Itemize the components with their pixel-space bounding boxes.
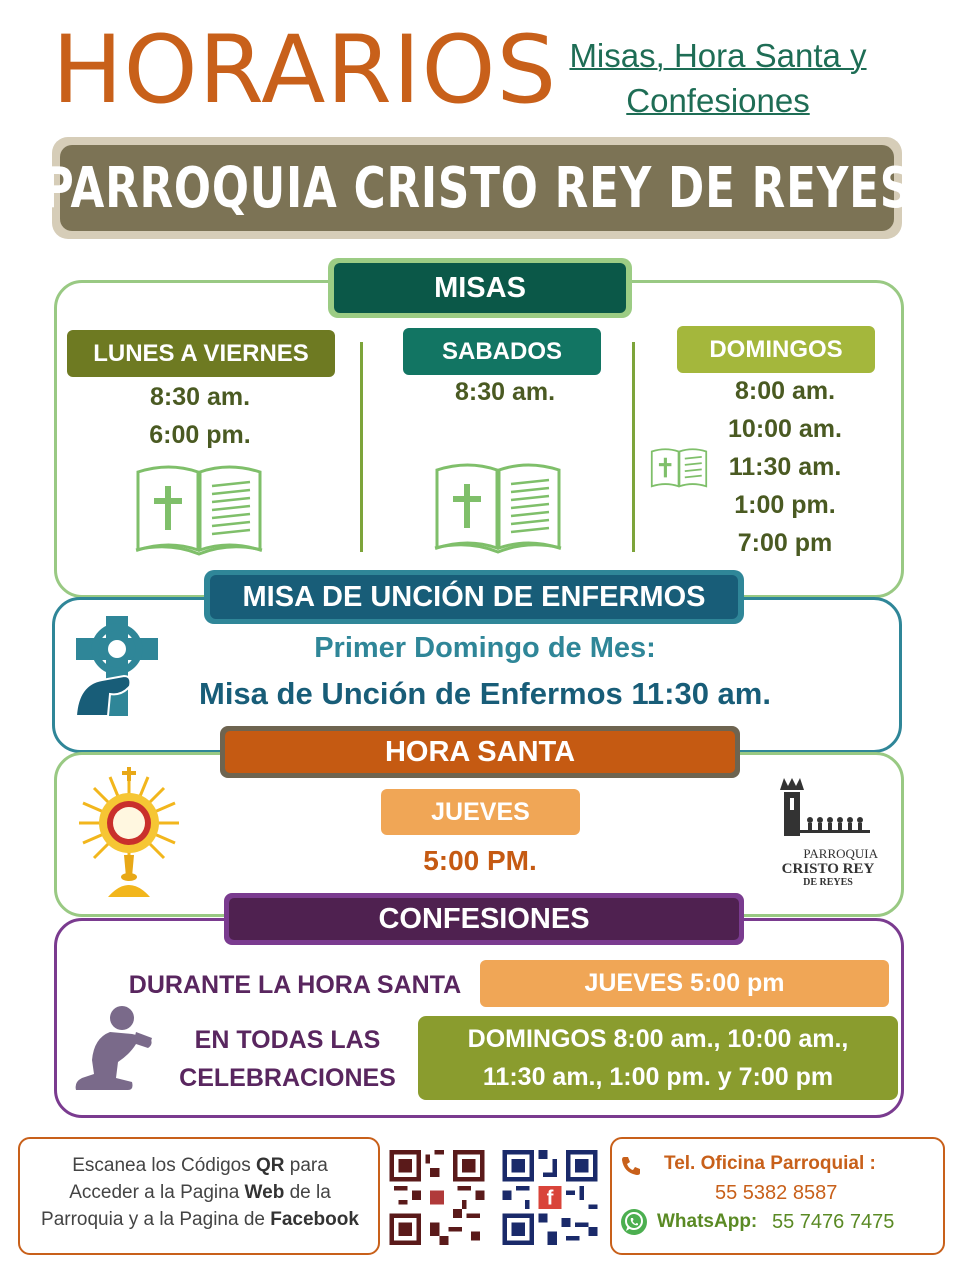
bible-icon: [650, 446, 708, 490]
uncion-line2: Misa de Unción de Enfermos 11:30 am.: [199, 676, 771, 711]
weekday-times: [100, 378, 300, 454]
whatsapp-icon: [620, 1208, 648, 1236]
qr-instructions: [22, 1152, 378, 1233]
hora-santa-time: 5:00 PM.: [423, 845, 537, 876]
time-item: 8:30 am.: [149, 383, 251, 411]
phone-icon: [620, 1155, 642, 1177]
time-item: 10:00 am.: [728, 415, 842, 443]
parish-logo: [778, 776, 878, 886]
praying-person-icon: [72, 1004, 162, 1096]
saturday-times: [405, 373, 605, 411]
hora-santa-day: JUEVES: [381, 789, 580, 835]
facebook-icon: f: [546, 1187, 554, 1210]
qr-text-bold: Facebook: [270, 1209, 359, 1230]
confesiones-row1-label: DURANTE LA HORA SANTA: [128, 971, 462, 999]
confesiones-row2-value: [418, 1016, 898, 1100]
row2-value-line1: DOMINGOS 8:00 am., 10:00 am.,: [467, 1025, 849, 1053]
day-saturday: SABADOS: [403, 328, 601, 375]
row2-label-line2: CELEBRACIONES: [179, 1064, 396, 1092]
celtic-cross-icon: [74, 614, 160, 720]
time-item: 8:00 am.: [734, 377, 836, 405]
hora-santa-heading: HORA SANTA: [225, 731, 735, 773]
crown-tower-icon: [778, 776, 878, 842]
confesiones-heading: CONFESIONES: [229, 898, 739, 940]
page-title: HORARIOS: [52, 16, 558, 125]
sunday-times: [690, 372, 880, 562]
parish-banner: [41, 145, 913, 231]
time-item: 11:30 am.: [728, 453, 842, 481]
day-sunday: DOMINGOS: [677, 326, 875, 373]
qr-code-icon[interactable]: [500, 1150, 600, 1245]
page-subtitle: [548, 34, 888, 123]
column-divider: [360, 342, 363, 552]
qr-text: de la: [284, 1182, 331, 1203]
tel-number[interactable]: 55 5382 8587: [715, 1182, 838, 1204]
qr-text: para: [284, 1155, 328, 1176]
day-weekdays: LUNES A VIERNES: [67, 330, 335, 377]
confesiones-row1-value: JUEVES 5:00 pm: [480, 960, 889, 1007]
time-item: 1:00 pm.: [734, 491, 836, 519]
bible-icon: [134, 462, 264, 556]
time-item: 8:30 am.: [454, 378, 556, 406]
logo-text-2: CRISTO REY: [781, 861, 875, 877]
bible-icon: [433, 460, 563, 554]
whatsapp-number[interactable]: 55 7476 7475: [772, 1211, 895, 1233]
qr-text: Acceder a la Pagina: [69, 1182, 245, 1203]
monstrance-icon: [72, 765, 186, 903]
parish-name: PARROQUIA CRISTO REY DE REYES: [41, 155, 913, 221]
uncion-line1: Primer Domingo de Mes:: [314, 632, 656, 664]
row2-value-line2: 11:30 am., 1:00 pm. y 7:00 pm: [482, 1063, 834, 1091]
qr-text-bold: QR: [255, 1155, 285, 1176]
subtitle-line1: Misas, Hora Santa y: [569, 37, 867, 74]
logo-text-1: PARROQUIA: [803, 846, 878, 861]
column-divider: [632, 342, 635, 552]
qr-code-icon[interactable]: [388, 1150, 486, 1245]
time-item: 7:00 pm: [737, 529, 833, 557]
qr-text: Parroquia y a la Pagina de: [41, 1209, 271, 1230]
misas-heading: MISAS: [334, 263, 626, 313]
row2-label-line1: EN TODAS LAS: [194, 1026, 381, 1054]
tel-label: Tel. Oficina Parroquial :: [664, 1153, 876, 1174]
time-item: 6:00 pm.: [149, 421, 251, 449]
confesiones-row2-label: [160, 1021, 415, 1097]
logo-text-3: DE REYES: [803, 877, 853, 888]
qr-text: Escanea los Códigos: [72, 1155, 256, 1176]
whatsapp-label: WhatsApp:: [657, 1211, 758, 1232]
qr-text-bold: Web: [244, 1182, 285, 1203]
subtitle-line2: Confesiones: [626, 81, 810, 119]
uncion-heading: MISA DE UNCIÓN DE ENFERMOS: [210, 575, 738, 619]
